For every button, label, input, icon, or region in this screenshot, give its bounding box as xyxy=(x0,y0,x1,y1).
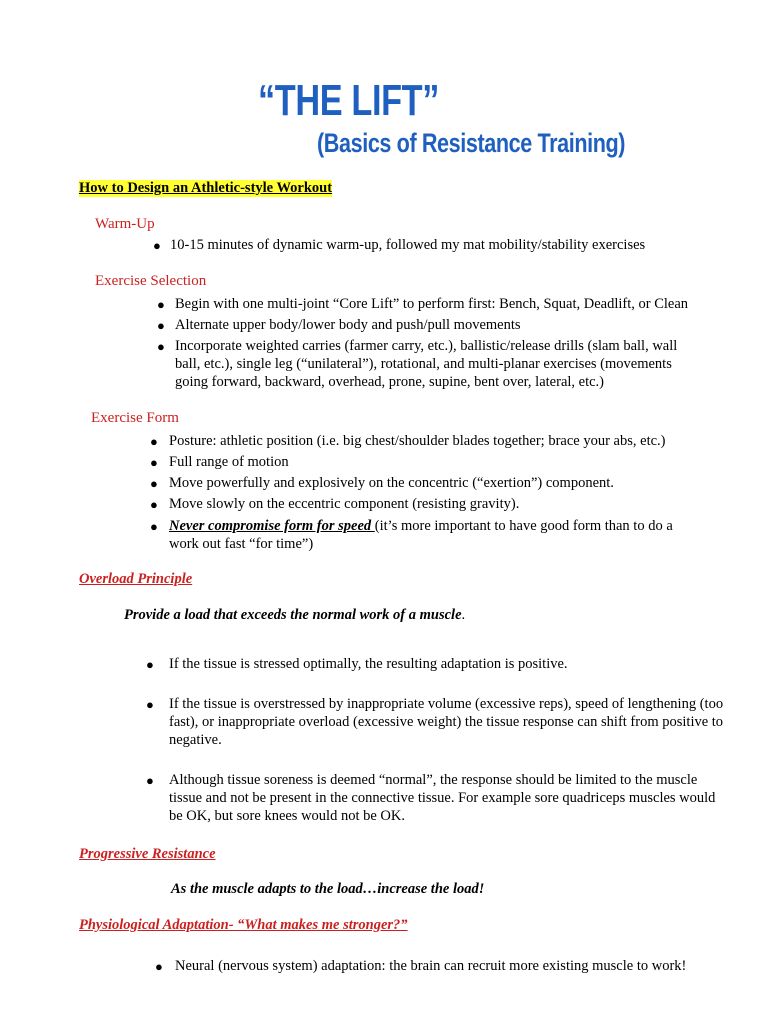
form-item: Move slowly on the eccentric component (resisting gravity). xyxy=(169,496,520,512)
warmup-heading: Warm-Up xyxy=(95,216,155,232)
overload-item: If the tissue is overstressed by inappropriate volume (excessive reps), speed of lengthening (too fast), or inappropriate overload (excessive weight) the tissue response can shift from positive to negative. xyxy=(169,696,724,748)
form-emphasis: Never compromise form for speed xyxy=(169,518,375,534)
form-note: (it’s more important to have good form than to do a work out fast “for time”) xyxy=(169,518,673,552)
overload-item: Although tissue soreness is deemed “normal”, the response should be limited to the muscle tissue and not be present in the connective tissue. For example sore quadriceps muscles would be OK, but sore knees would not be OK. xyxy=(169,772,716,824)
overload-lead xyxy=(124,606,465,624)
progressive-heading: Progressive Resistance xyxy=(79,846,216,862)
bullet-icon: ● xyxy=(146,697,154,712)
bullet-icon: ● xyxy=(157,318,165,333)
document-subtitle: (Basics of Resistance Training) xyxy=(317,128,626,158)
overload-lead-text: Provide a load that exceeds the normal work of a muscle xyxy=(124,607,462,623)
document-title: “THE LIFT” xyxy=(258,76,440,125)
bullet-icon: ● xyxy=(155,959,163,974)
bullet-icon: ● xyxy=(150,497,158,512)
bullet-icon: ● xyxy=(146,657,154,672)
warmup-item: 10-15 minutes of dynamic warm-up, followed my mat mobility/stability exercises xyxy=(170,237,646,253)
design-heading: How to Design an Athletic-style Workout xyxy=(79,180,333,196)
bullet-icon: ● xyxy=(150,455,158,470)
bullet-icon: ● xyxy=(157,297,165,312)
bullet-icon: ● xyxy=(150,476,158,491)
selection-item: Incorporate weighted carries (farmer carry, etc.), ballistic/release drills (slam ball, wall ball, etc.), single leg (“unilateral”), rotational, and multi-planar exercises (movements going forward, backward, overhead, prone, supine, bent over, lateral, etc.) xyxy=(175,338,678,390)
form-heading: Exercise Form xyxy=(91,410,179,426)
bullet-icon: ● xyxy=(146,773,154,788)
overload-item: If the tissue is stressed optimally, the resulting adaptation is positive. xyxy=(169,656,568,672)
bullet-icon: ● xyxy=(153,238,161,253)
form-item: Move powerfully and explosively on the concentric (“exertion”) component. xyxy=(169,475,614,491)
progressive-lead: As the muscle adapts to the load…increase the load! xyxy=(171,881,485,897)
selection-item: Alternate upper body/lower body and push/pull movements xyxy=(175,317,521,333)
physio-item: Neural (nervous system) adaptation: the brain can recruit more existing muscle to work! xyxy=(175,958,687,974)
form-item: Full range of motion xyxy=(169,454,289,470)
selection-item: Begin with one multi-joint “Core Lift” to perform first: Bench, Squat, Deadlift, or Clean xyxy=(175,296,689,312)
form-item-last xyxy=(169,517,704,553)
selection-heading: Exercise Selection xyxy=(95,273,207,289)
physio-heading: Physiological Adaptation- “What makes me stronger?” xyxy=(79,917,408,933)
bullet-icon: ● xyxy=(150,519,158,534)
bullet-icon: ● xyxy=(150,434,158,449)
overload-lead-end: . xyxy=(461,607,466,623)
overload-heading: Overload Principle xyxy=(79,571,193,587)
bullet-icon: ● xyxy=(157,339,165,354)
form-item: Posture: athletic position (i.e. big chest/shoulder blades together; brace your abs, etc.) xyxy=(169,433,666,449)
